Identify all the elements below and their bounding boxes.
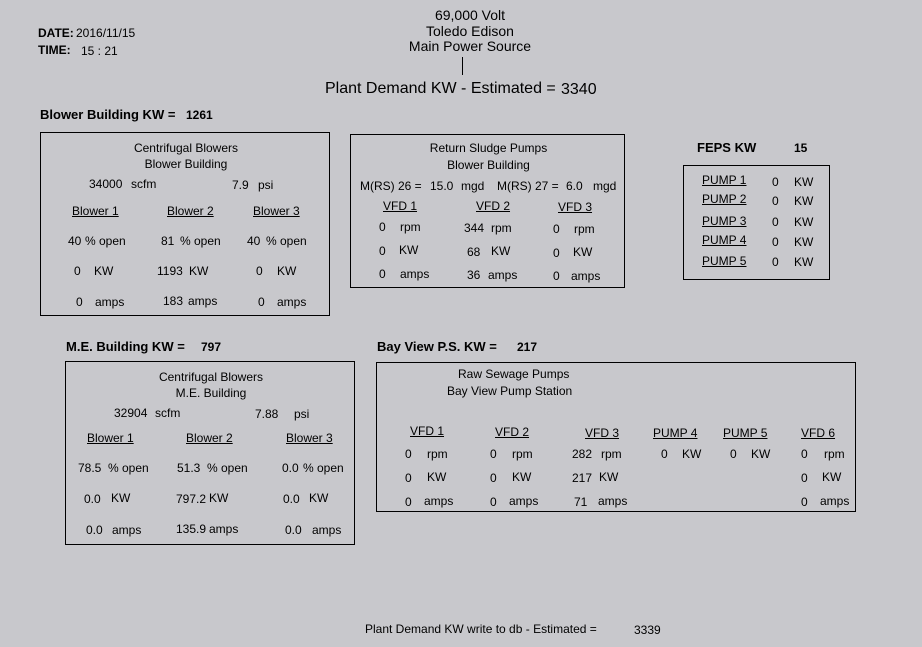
scfm-value: 34000 xyxy=(89,177,123,191)
blower-2-link[interactable]: Blower 2 xyxy=(167,204,214,218)
bay-vfd-6-kw-unit: KW xyxy=(822,470,842,484)
blower-3-open-value: 0.0 xyxy=(282,461,299,475)
plant-demand-value: 3340 xyxy=(561,81,597,98)
blower-3-kw-unit: KW xyxy=(309,491,329,505)
feps-pump-1-kw-unit: KW xyxy=(794,175,814,189)
blower-1-open-unit: % open xyxy=(108,461,149,475)
blower-2-amps-value: 135.9 xyxy=(176,522,207,536)
vfd-2-amps-unit: amps xyxy=(488,268,518,282)
bay-pump-5-kw-unit: KW xyxy=(751,447,771,461)
feps-pump-3-link[interactable]: PUMP 3 xyxy=(702,214,747,228)
blower-1-amps-unit: amps xyxy=(95,295,125,309)
vfd-2-rpm-unit: rpm xyxy=(491,221,512,235)
date-label: DATE: xyxy=(38,26,74,40)
bay-view-kw-label: Bay View P.S. KW = xyxy=(377,339,497,354)
bay-vfd-6-amps-unit: amps xyxy=(820,494,850,508)
blower-2-kw-unit: KW xyxy=(209,491,229,505)
bay-vfd-6-kw-value: 0 xyxy=(801,471,808,485)
scfm-unit: scfm xyxy=(155,406,181,420)
blower-3-kw-value: 0.0 xyxy=(283,492,300,506)
me-building-kw-label: M.E. Building KW = xyxy=(66,339,185,354)
bay-pump-5-kw-value: 0 xyxy=(730,447,737,461)
vfd-1-kw-value: 0 xyxy=(379,244,386,258)
vfd-3-amps-unit: amps xyxy=(571,269,601,283)
blower-1-kw-value: 0.0 xyxy=(84,492,101,506)
time-label: TIME: xyxy=(38,43,71,57)
mrs27-unit: mgd xyxy=(593,179,617,193)
bay-pump-5-link[interactable]: PUMP 5 xyxy=(723,426,768,440)
bay-vfd-2-kw-unit: KW xyxy=(512,470,532,484)
bay-vfd-2-amps-unit: amps xyxy=(509,494,539,508)
vfd-2-kw-unit: KW xyxy=(491,244,511,258)
bay-vfd-1-kw-unit: KW xyxy=(427,470,447,484)
feps-pump-5-link[interactable]: PUMP 5 xyxy=(702,254,747,268)
bay-vfd-3-rpm-unit: rpm xyxy=(601,447,622,461)
vfd-1-amps-unit: amps xyxy=(400,267,430,281)
feps-pump-4-kw-unit: KW xyxy=(794,235,814,249)
blower-building-kw-label: Blower Building KW = xyxy=(40,107,176,122)
panel-title: Centrifugal Blowers xyxy=(158,370,264,384)
date-value: 2016/11/15 xyxy=(76,26,136,40)
panel-subtitle: Blower Building xyxy=(144,157,228,171)
blower-1-link[interactable]: Blower 1 xyxy=(72,204,119,218)
bay-vfd-3-link[interactable]: VFD 3 xyxy=(585,426,620,440)
bay-vfd-1-link[interactable]: VFD 1 xyxy=(410,424,445,438)
db-demand-value: 3339 xyxy=(634,623,661,637)
blower-1-amps-value: 0 xyxy=(76,295,83,309)
psi-unit: psi xyxy=(258,178,274,192)
blower-2-open-value: 81 xyxy=(161,234,175,248)
feps-kw-value: 15 xyxy=(794,141,808,155)
vfd-1-link[interactable]: VFD 1 xyxy=(383,199,418,213)
vfd-3-kw-unit: KW xyxy=(573,245,593,259)
mrs26-unit: mgd xyxy=(461,179,485,193)
feps-pump-2-link[interactable]: PUMP 2 xyxy=(702,192,747,206)
source-utility: Toledo Edison xyxy=(426,23,514,39)
psi-value: 7.9 xyxy=(232,178,249,192)
source-connector-line xyxy=(462,57,463,75)
feps-panel xyxy=(683,165,830,280)
blower-3-amps-unit: amps xyxy=(312,523,342,537)
source-description: Main Power Source xyxy=(408,38,532,54)
blower-2-amps-unit: amps xyxy=(188,294,218,308)
blower-1-link[interactable]: Blower 1 xyxy=(87,431,134,445)
bay-vfd-3-amps-value: 71 xyxy=(574,495,588,509)
panel-subtitle: Blower Building xyxy=(447,158,530,172)
feps-pump-2-kw-unit: KW xyxy=(794,194,814,208)
blower-3-amps-value: 0 xyxy=(258,295,265,309)
bay-pump-4-kw-value: 0 xyxy=(661,447,668,461)
blower-building-panel xyxy=(40,132,330,316)
feps-pump-2-kw-value: 0 xyxy=(772,194,779,208)
blower-1-open-value: 40 xyxy=(68,234,82,248)
vfd-3-amps-value: 0 xyxy=(553,269,560,283)
bay-vfd-1-amps-unit: amps xyxy=(424,494,454,508)
bay-view-panel xyxy=(376,362,856,512)
bay-vfd-2-rpm-value: 0 xyxy=(490,447,497,461)
feps-pump-3-kw-unit: KW xyxy=(794,215,814,229)
bay-vfd-1-amps-value: 0 xyxy=(405,495,412,509)
plant-demand-label: Plant Demand KW - Estimated = xyxy=(325,80,556,97)
blower-2-link[interactable]: Blower 2 xyxy=(186,431,233,445)
blower-1-kw-unit: KW xyxy=(111,491,131,505)
vfd-3-rpm-unit: rpm xyxy=(574,222,595,236)
bay-vfd-1-kw-value: 0 xyxy=(405,471,412,485)
bay-vfd-2-kw-value: 0 xyxy=(490,471,497,485)
vfd-3-kw-value: 0 xyxy=(553,246,560,260)
bay-vfd-1-rpm-unit: rpm xyxy=(427,447,448,461)
panel-subtitle: Bay View Pump Station xyxy=(447,384,573,398)
blower-1-kw-value: 0 xyxy=(74,264,81,278)
vfd-2-amps-value: 36 xyxy=(467,268,481,282)
bay-vfd-6-link[interactable]: VFD 6 xyxy=(801,426,836,440)
bay-pump-4-kw-unit: KW xyxy=(682,447,702,461)
blower-2-kw-value: 1193 xyxy=(157,264,183,278)
bay-vfd-2-amps-value: 0 xyxy=(490,495,497,509)
me-building-kw-value: 797 xyxy=(201,340,222,354)
blower-2-open-value: 51.3 xyxy=(177,461,201,475)
feps-pump-5-kw-unit: KW xyxy=(794,255,814,269)
bay-vfd-3-rpm-value: 282 xyxy=(572,447,593,461)
return-sludge-panel xyxy=(350,134,625,288)
blower-2-open-unit: % open xyxy=(180,234,221,248)
blower-building-kw-value: 1261 xyxy=(186,108,213,122)
mrs27-label: M(RS) 27 = xyxy=(497,179,559,193)
bay-vfd-1-rpm-value: 0 xyxy=(405,447,412,461)
feps-kw-label: FEPS KW xyxy=(697,140,757,155)
blower-3-open-unit: % open xyxy=(303,461,344,475)
scfm-unit: scfm xyxy=(131,177,157,191)
blower-3-open-unit: % open xyxy=(266,234,307,248)
bay-vfd-6-rpm-value: 0 xyxy=(801,447,808,461)
blower-1-kw-unit: KW xyxy=(94,264,114,278)
bay-vfd-6-rpm-unit: rpm xyxy=(824,447,845,461)
blower-1-open-value: 78.5 xyxy=(78,461,102,475)
blower-2-amps-value: 183 xyxy=(163,294,184,308)
vfd-1-rpm-value: 0 xyxy=(379,220,386,234)
source-voltage: 69,000 Volt xyxy=(434,7,506,23)
blower-3-kw-unit: KW xyxy=(277,264,297,278)
panel-title: Centrifugal Blowers xyxy=(133,141,239,155)
vfd-2-kw-value: 68 xyxy=(467,245,481,259)
bay-vfd-3-kw-value: 217 xyxy=(572,471,593,485)
mrs27-value: 6.0 xyxy=(566,179,583,193)
feps-pump-3-kw-value: 0 xyxy=(772,215,779,229)
blower-3-open-value: 40 xyxy=(247,234,261,248)
blower-2-amps-unit: amps xyxy=(209,522,239,536)
blower-1-amps-unit: amps xyxy=(112,523,142,537)
feps-pump-4-kw-value: 0 xyxy=(772,235,779,249)
psi-value: 7.88 xyxy=(255,407,279,421)
blower-2-kw-unit: KW xyxy=(189,264,209,278)
blower-3-kw-value: 0 xyxy=(256,264,263,278)
vfd-2-link[interactable]: VFD 2 xyxy=(476,199,511,213)
blower-2-kw-value: 797.2 xyxy=(176,492,207,506)
blower-3-link[interactable]: Blower 3 xyxy=(253,204,300,218)
bay-vfd-2-rpm-unit: rpm xyxy=(512,447,533,461)
vfd-1-rpm-unit: rpm xyxy=(400,220,421,234)
feps-pump-5-kw-value: 0 xyxy=(772,255,779,269)
vfd-3-link[interactable]: VFD 3 xyxy=(558,200,593,214)
bay-vfd-2-link[interactable]: VFD 2 xyxy=(495,425,530,439)
mrs26-value: 15.0 xyxy=(430,179,454,193)
panel-title: Return Sludge Pumps xyxy=(429,141,548,155)
vfd-1-amps-value: 0 xyxy=(379,267,386,281)
psi-unit: psi xyxy=(294,407,310,421)
feps-pump-1-kw-value: 0 xyxy=(772,175,779,189)
vfd-2-rpm-value: 344 xyxy=(464,221,485,235)
mrs26-label: M(RS) 26 = xyxy=(360,179,422,193)
feps-pump-4-link[interactable]: PUMP 4 xyxy=(702,233,747,247)
time-value: 15 : 21 xyxy=(81,44,118,58)
vfd-3-rpm-value: 0 xyxy=(553,222,560,236)
vfd-1-kw-unit: KW xyxy=(399,243,419,257)
bay-view-kw-value: 217 xyxy=(517,340,538,354)
blower-2-open-unit: % open xyxy=(207,461,248,475)
blower-3-amps-value: 0.0 xyxy=(285,523,302,537)
bay-vfd-3-kw-unit: KW xyxy=(599,470,619,484)
bay-vfd-6-amps-value: 0 xyxy=(801,495,808,509)
me-building-panel xyxy=(65,361,355,545)
blower-1-open-unit: % open xyxy=(85,234,126,248)
bay-pump-4-link[interactable]: PUMP 4 xyxy=(653,426,698,440)
bay-vfd-3-amps-unit: amps xyxy=(598,494,628,508)
blower-3-link[interactable]: Blower 3 xyxy=(286,431,333,445)
blower-3-amps-unit: amps xyxy=(277,295,307,309)
db-demand-label: Plant Demand KW write to db - Estimated = xyxy=(365,622,597,636)
panel-subtitle: M.E. Building xyxy=(175,386,247,400)
blower-1-amps-value: 0.0 xyxy=(86,523,103,537)
feps-pump-1-link[interactable]: PUMP 1 xyxy=(702,173,747,187)
panel-title: Raw Sewage Pumps xyxy=(458,367,570,381)
scfm-value: 32904 xyxy=(114,406,148,420)
